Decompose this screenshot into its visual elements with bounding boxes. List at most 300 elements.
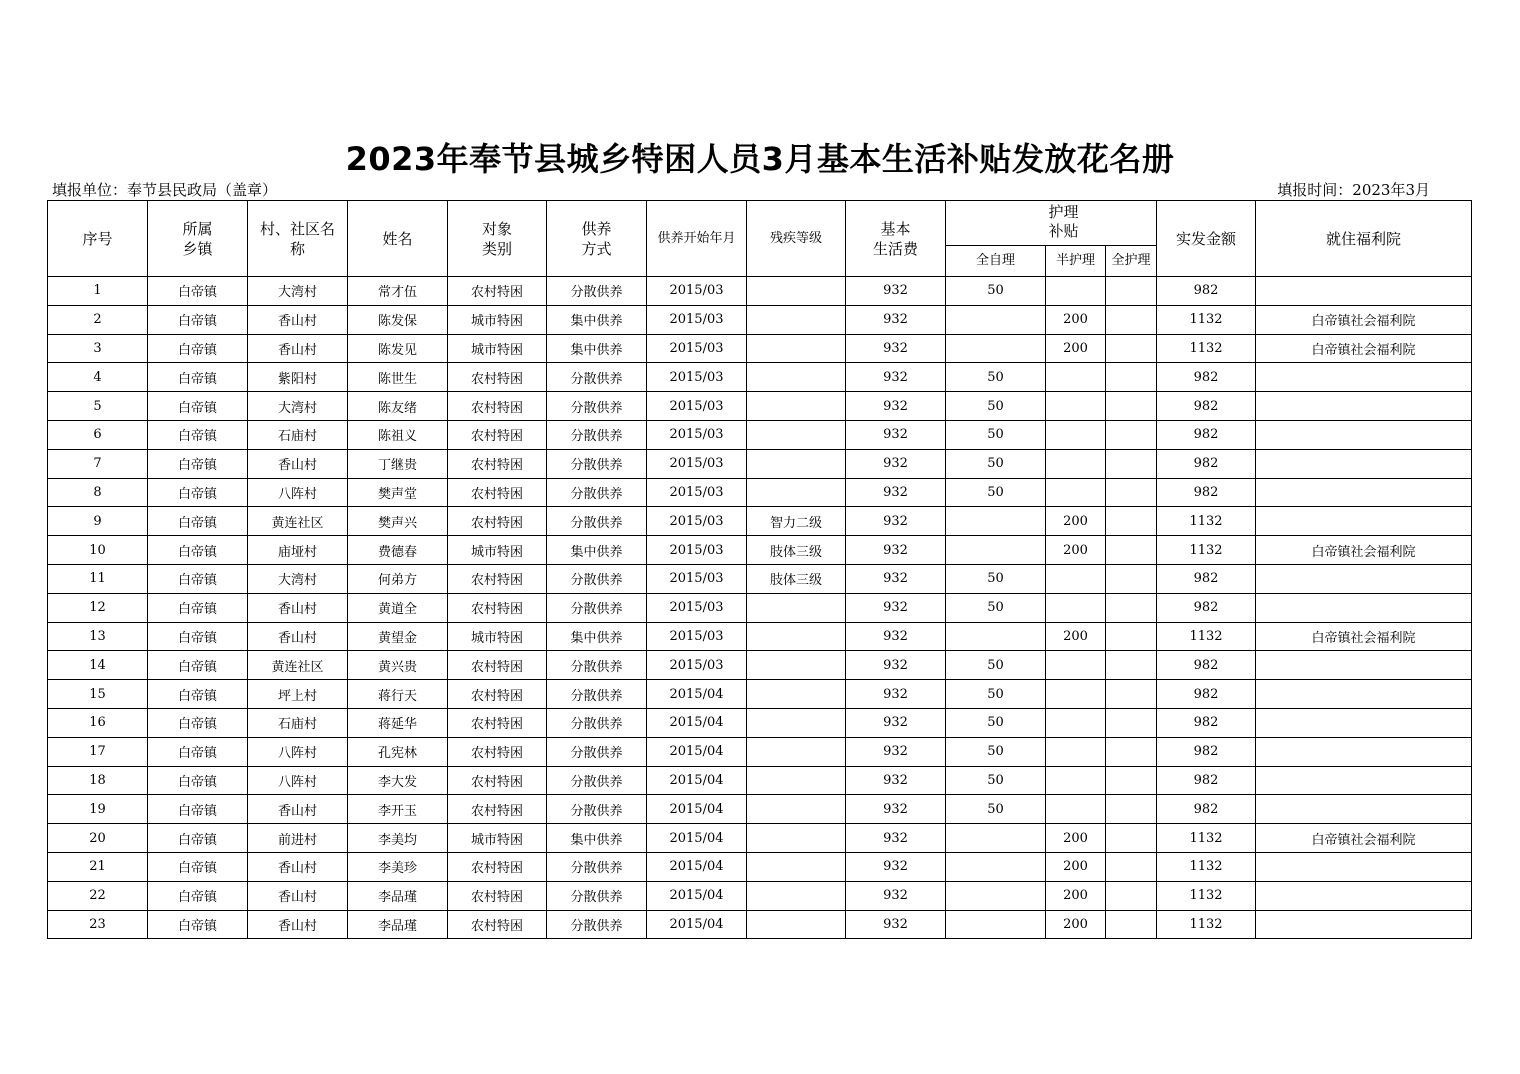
- cell-name: 陈友绪: [348, 392, 448, 421]
- cell-full-care: [1106, 708, 1157, 737]
- cell-name: 陈发保: [348, 305, 448, 334]
- cell-type: 农村特困: [448, 449, 547, 478]
- cell-type: 农村特困: [448, 478, 547, 507]
- cell-name: 丁继贵: [348, 449, 448, 478]
- header-type-line2: 类别: [481, 239, 512, 258]
- cell-start: 2015/03: [647, 392, 747, 421]
- cell-full-care: [1106, 277, 1157, 306]
- cell-name: 李大发: [348, 766, 448, 795]
- cell-seq: 5: [48, 392, 148, 421]
- cell-seq: 11: [48, 564, 148, 593]
- cell-full-care: [1106, 680, 1157, 709]
- cell-mode: 分散供养: [547, 564, 647, 593]
- cell-disability: 肢体三级: [747, 536, 846, 565]
- table-row: [48, 507, 1472, 536]
- page-title: 2023年奉节县城乡特困人员3月基本生活补贴发放花名册: [345, 140, 1175, 178]
- cell-basic: 932: [846, 507, 946, 536]
- cell-start: 2015/03: [647, 449, 747, 478]
- cell-village: 香山村: [248, 852, 348, 881]
- cell-self-care: [946, 910, 1046, 939]
- cell-village: 石庙村: [248, 708, 348, 737]
- cell-full-care: [1106, 651, 1157, 680]
- cell-town: 白帝镇: [148, 277, 248, 306]
- cell-half-care: 200: [1046, 536, 1106, 565]
- cell-seq: 16: [48, 708, 148, 737]
- header-basic-line1: 基本: [880, 219, 911, 238]
- cell-mode: 分散供养: [547, 593, 647, 622]
- cell-name: 李开玉: [348, 795, 448, 824]
- cell-welfare: [1256, 852, 1472, 881]
- header-nursing-line1: 护理: [1048, 203, 1079, 221]
- header-nursing: [1046, 201, 1157, 246]
- cell-seq: 13: [48, 622, 148, 651]
- cell-basic: 932: [846, 536, 946, 565]
- cell-village: 大湾村: [248, 277, 348, 306]
- cell-start: 2015/04: [647, 910, 747, 939]
- table-row: [48, 824, 1472, 853]
- table-row: [48, 766, 1472, 795]
- cell-welfare: 白帝镇社会福利院: [1256, 536, 1472, 565]
- cell-half-care: [1046, 680, 1106, 709]
- cell-seq: 6: [48, 420, 148, 449]
- cell-basic: 932: [846, 824, 946, 853]
- cell-half-care: [1046, 420, 1106, 449]
- cell-basic: 932: [846, 737, 946, 766]
- cell-name: 蒋延华: [348, 708, 448, 737]
- table-row: [48, 622, 1472, 651]
- cell-town: 白帝镇: [148, 852, 248, 881]
- cell-half-care: 200: [1046, 881, 1106, 910]
- cell-name: 黄兴贵: [348, 651, 448, 680]
- cell-half-care: [1046, 392, 1106, 421]
- cell-full-care: [1106, 449, 1157, 478]
- cell-actual: 1132: [1157, 305, 1256, 334]
- cell-start: 2015/03: [647, 593, 747, 622]
- table-row: [48, 795, 1472, 824]
- cell-village: 石庙村: [248, 420, 348, 449]
- cell-self-care: 50: [946, 766, 1046, 795]
- cell-half-care: 200: [1046, 910, 1106, 939]
- cell-half-care: 200: [1046, 622, 1106, 651]
- cell-start: 2015/04: [647, 766, 747, 795]
- cell-welfare: 白帝镇社会福利院: [1256, 622, 1472, 651]
- cell-start: 2015/03: [647, 277, 747, 306]
- cell-welfare: 白帝镇社会福利院: [1256, 305, 1472, 334]
- cell-actual: 982: [1157, 593, 1256, 622]
- cell-welfare: [1256, 795, 1472, 824]
- cell-half-care: 200: [1046, 824, 1106, 853]
- cell-start: 2015/04: [647, 708, 747, 737]
- cell-full-care: [1106, 910, 1157, 939]
- cell-mode: 分散供养: [547, 449, 647, 478]
- cell-actual: 982: [1157, 392, 1256, 421]
- cell-welfare: [1256, 564, 1472, 593]
- cell-full-care: [1106, 881, 1157, 910]
- cell-actual: 982: [1157, 277, 1256, 306]
- cell-seq: 18: [48, 766, 148, 795]
- cell-town: 白帝镇: [148, 622, 248, 651]
- cell-welfare: [1256, 680, 1472, 709]
- cell-self-care: 50: [946, 651, 1046, 680]
- cell-seq: 9: [48, 507, 148, 536]
- cell-basic: 932: [846, 852, 946, 881]
- cell-welfare: [1256, 392, 1472, 421]
- header-type: [448, 201, 547, 277]
- cell-start: 2015/03: [647, 420, 747, 449]
- cell-half-care: [1046, 593, 1106, 622]
- header-start: 供养开始年月: [647, 201, 747, 277]
- cell-start: 2015/03: [647, 507, 747, 536]
- header-disability: 残疾等级: [747, 201, 846, 277]
- header-seq: 序号: [48, 201, 148, 277]
- cell-disability: [747, 420, 846, 449]
- cell-full-care: [1106, 478, 1157, 507]
- table-header: [48, 201, 1472, 277]
- cell-town: 白帝镇: [148, 795, 248, 824]
- cell-start: 2015/03: [647, 536, 747, 565]
- header-basic: [846, 201, 946, 277]
- cell-basic: 932: [846, 680, 946, 709]
- cell-half-care: [1046, 564, 1106, 593]
- cell-disability: [747, 881, 846, 910]
- cell-actual: 1132: [1157, 507, 1256, 536]
- cell-mode: 集中供养: [547, 622, 647, 651]
- cell-welfare: [1256, 766, 1472, 795]
- cell-welfare: 白帝镇社会福利院: [1256, 334, 1472, 363]
- cell-disability: [747, 363, 846, 392]
- cell-actual: 1132: [1157, 334, 1256, 363]
- cell-type: 农村特困: [448, 708, 547, 737]
- cell-seq: 23: [48, 910, 148, 939]
- cell-name: 费德春: [348, 536, 448, 565]
- cell-town: 白帝镇: [148, 363, 248, 392]
- cell-basic: 932: [846, 478, 946, 507]
- cell-village: 黄连社区: [248, 507, 348, 536]
- cell-type: 农村特困: [448, 737, 547, 766]
- cell-town: 白帝镇: [148, 680, 248, 709]
- header-basic-line2: 生活费: [872, 239, 918, 258]
- cell-town: 白帝镇: [148, 881, 248, 910]
- cell-village: 香山村: [248, 910, 348, 939]
- cell-name: 陈祖义: [348, 420, 448, 449]
- cell-actual: 982: [1157, 708, 1256, 737]
- cell-village: 紫阳村: [248, 363, 348, 392]
- cell-half-care: [1046, 766, 1106, 795]
- cell-disability: 肢体三级: [747, 564, 846, 593]
- cell-actual: 1132: [1157, 622, 1256, 651]
- header-town: [148, 201, 248, 277]
- cell-seq: 3: [48, 334, 148, 363]
- cell-start: 2015/03: [647, 651, 747, 680]
- cell-type: 城市特困: [448, 305, 547, 334]
- cell-self-care: 50: [946, 449, 1046, 478]
- cell-self-care: 50: [946, 478, 1046, 507]
- cell-mode: 分散供养: [547, 651, 647, 680]
- cell-mode: 分散供养: [547, 507, 647, 536]
- table-row: [48, 910, 1472, 939]
- cell-half-care: [1046, 708, 1106, 737]
- cell-town: 白帝镇: [148, 507, 248, 536]
- cell-start: 2015/04: [647, 680, 747, 709]
- cell-type: 农村特困: [448, 564, 547, 593]
- header-actual: 实发金额: [1157, 201, 1256, 277]
- cell-full-care: [1106, 852, 1157, 881]
- cell-seq: 15: [48, 680, 148, 709]
- cell-self-care: [946, 622, 1046, 651]
- table-row: [48, 737, 1472, 766]
- table-row: [48, 680, 1472, 709]
- cell-town: 白帝镇: [148, 478, 248, 507]
- cell-village: 庙垭村: [248, 536, 348, 565]
- header-half-care: 半护理: [1046, 246, 1106, 277]
- cell-self-care: [946, 852, 1046, 881]
- cell-type: 农村特困: [448, 277, 547, 306]
- header-name: 姓名: [348, 201, 448, 277]
- cell-full-care: [1106, 420, 1157, 449]
- cell-half-care: [1046, 651, 1106, 680]
- cell-type: 农村特困: [448, 766, 547, 795]
- cell-village: 香山村: [248, 449, 348, 478]
- cell-self-care: 50: [946, 277, 1046, 306]
- cell-mode: 分散供养: [547, 277, 647, 306]
- cell-seq: 20: [48, 824, 148, 853]
- cell-seq: 12: [48, 593, 148, 622]
- cell-seq: 22: [48, 881, 148, 910]
- cell-name: 陈世生: [348, 363, 448, 392]
- table-row: [48, 651, 1472, 680]
- cell-self-care: 50: [946, 737, 1046, 766]
- header-type-line1: 对象: [481, 219, 512, 238]
- cell-full-care: [1106, 795, 1157, 824]
- cell-basic: 932: [846, 334, 946, 363]
- header-mode: [547, 201, 647, 277]
- cell-basic: 932: [846, 910, 946, 939]
- cell-start: 2015/03: [647, 305, 747, 334]
- cell-basic: 932: [846, 881, 946, 910]
- roster-table: [47, 200, 1472, 939]
- cell-basic: 932: [846, 449, 946, 478]
- cell-actual: 982: [1157, 449, 1256, 478]
- cell-basic: 932: [846, 305, 946, 334]
- cell-welfare: [1256, 420, 1472, 449]
- cell-full-care: [1106, 305, 1157, 334]
- cell-basic: 932: [846, 708, 946, 737]
- cell-basic: 932: [846, 651, 946, 680]
- cell-basic: 932: [846, 593, 946, 622]
- cell-name: 李品瑾: [348, 910, 448, 939]
- cell-seq: 19: [48, 795, 148, 824]
- cell-town: 白帝镇: [148, 392, 248, 421]
- cell-disability: [747, 651, 846, 680]
- cell-start: 2015/03: [647, 363, 747, 392]
- cell-town: 白帝镇: [148, 305, 248, 334]
- cell-actual: 982: [1157, 651, 1256, 680]
- cell-disability: [747, 708, 846, 737]
- cell-seq: 7: [48, 449, 148, 478]
- header-nursing-line2: 补贴: [1048, 222, 1079, 240]
- cell-start: 2015/04: [647, 881, 747, 910]
- table-row: [48, 420, 1472, 449]
- cell-self-care: 50: [946, 708, 1046, 737]
- cell-welfare: 白帝镇社会福利院: [1256, 824, 1472, 853]
- cell-start: 2015/03: [647, 334, 747, 363]
- cell-welfare: [1256, 708, 1472, 737]
- table-row: [48, 881, 1472, 910]
- cell-town: 白帝镇: [148, 536, 248, 565]
- cell-basic: 932: [846, 766, 946, 795]
- cell-name: 樊声兴: [348, 507, 448, 536]
- cell-mode: 分散供养: [547, 363, 647, 392]
- cell-full-care: [1106, 737, 1157, 766]
- table-row: [48, 363, 1472, 392]
- cell-name: 李美珍: [348, 852, 448, 881]
- cell-welfare: [1256, 277, 1472, 306]
- header-welfare: 就住福利院: [1256, 201, 1472, 277]
- header-full-care: 全护理: [1106, 246, 1157, 277]
- header-town-line1: 所属: [182, 219, 213, 238]
- header-town-line2: 乡镇: [182, 239, 213, 258]
- cell-half-care: [1046, 795, 1106, 824]
- cell-village: 八阵村: [248, 478, 348, 507]
- cell-town: 白帝镇: [148, 708, 248, 737]
- cell-mode: 分散供养: [547, 910, 647, 939]
- cell-mode: 分散供养: [547, 737, 647, 766]
- cell-actual: 982: [1157, 564, 1256, 593]
- cell-name: 李品瑾: [348, 881, 448, 910]
- cell-full-care: [1106, 766, 1157, 795]
- cell-self-care: [946, 507, 1046, 536]
- cell-actual: 1132: [1157, 910, 1256, 939]
- cell-basic: 932: [846, 622, 946, 651]
- cell-full-care: [1106, 507, 1157, 536]
- cell-seq: 8: [48, 478, 148, 507]
- cell-type: 城市特困: [448, 334, 547, 363]
- table-body: [48, 277, 1472, 939]
- cell-basic: 932: [846, 363, 946, 392]
- cell-town: 白帝镇: [148, 449, 248, 478]
- header-village-line2: 称: [289, 239, 305, 258]
- cell-type: 农村特困: [448, 795, 547, 824]
- table-row: [48, 564, 1472, 593]
- cell-town: 白帝镇: [148, 564, 248, 593]
- cell-basic: 932: [846, 277, 946, 306]
- header-mode-line2: 方式: [581, 239, 612, 258]
- cell-seq: 1: [48, 277, 148, 306]
- cell-welfare: [1256, 593, 1472, 622]
- cell-full-care: [1106, 536, 1157, 565]
- cell-full-care: [1106, 622, 1157, 651]
- cell-name: 何弟方: [348, 564, 448, 593]
- table-row: [48, 277, 1472, 306]
- cell-village: 香山村: [248, 305, 348, 334]
- cell-village: 八阵村: [248, 737, 348, 766]
- cell-type: 农村特困: [448, 420, 547, 449]
- cell-actual: 982: [1157, 478, 1256, 507]
- table-row: [48, 593, 1472, 622]
- cell-town: 白帝镇: [148, 420, 248, 449]
- cell-type: 农村特困: [448, 881, 547, 910]
- cell-self-care: [946, 824, 1046, 853]
- cell-village: 香山村: [248, 795, 348, 824]
- cell-mode: 分散供养: [547, 680, 647, 709]
- cell-half-care: [1046, 363, 1106, 392]
- cell-name: 常才伍: [348, 277, 448, 306]
- cell-self-care: [946, 334, 1046, 363]
- cell-type: 农村特困: [448, 507, 547, 536]
- cell-welfare: [1256, 910, 1472, 939]
- cell-mode: 分散供养: [547, 392, 647, 421]
- table-row: [48, 449, 1472, 478]
- cell-town: 白帝镇: [148, 593, 248, 622]
- cell-town: 白帝镇: [148, 737, 248, 766]
- cell-village: 八阵村: [248, 766, 348, 795]
- cell-village: 香山村: [248, 334, 348, 363]
- cell-basic: 932: [846, 420, 946, 449]
- cell-village: 香山村: [248, 881, 348, 910]
- cell-mode: 集中供养: [547, 305, 647, 334]
- fill-time: 填报时间：2023年3月: [1277, 181, 1430, 199]
- cell-village: 香山村: [248, 593, 348, 622]
- header-village: [248, 201, 348, 277]
- cell-half-care: [1046, 277, 1106, 306]
- cell-town: 白帝镇: [148, 910, 248, 939]
- cell-name: 黄道全: [348, 593, 448, 622]
- cell-welfare: [1256, 651, 1472, 680]
- cell-welfare: [1256, 449, 1472, 478]
- cell-mode: 集中供养: [547, 334, 647, 363]
- cell-type: 城市特困: [448, 536, 547, 565]
- cell-full-care: [1106, 824, 1157, 853]
- header-village-line1: 村、社区名: [259, 219, 335, 238]
- cell-town: 白帝镇: [148, 334, 248, 363]
- cell-half-care: [1046, 478, 1106, 507]
- cell-self-care: 50: [946, 392, 1046, 421]
- header-mode-line1: 供养: [581, 219, 612, 238]
- table-row: [48, 852, 1472, 881]
- cell-half-care: 200: [1046, 507, 1106, 536]
- cell-half-care: [1046, 449, 1106, 478]
- cell-disability: 智力二级: [747, 507, 846, 536]
- cell-disability: [747, 449, 846, 478]
- cell-start: 2015/03: [647, 622, 747, 651]
- cell-type: 农村特困: [448, 392, 547, 421]
- cell-actual: 1132: [1157, 852, 1256, 881]
- cell-village: 黄连社区: [248, 651, 348, 680]
- cell-mode: 分散供养: [547, 478, 647, 507]
- cell-self-care: 50: [946, 795, 1046, 824]
- table-row: [48, 478, 1472, 507]
- cell-mode: 集中供养: [547, 536, 647, 565]
- cell-self-care: 50: [946, 363, 1046, 392]
- cell-basic: 932: [846, 392, 946, 421]
- cell-mode: 分散供养: [547, 708, 647, 737]
- cell-village: 香山村: [248, 622, 348, 651]
- cell-disability: [747, 478, 846, 507]
- cell-welfare: [1256, 737, 1472, 766]
- cell-self-care: [946, 536, 1046, 565]
- table-row: [48, 536, 1472, 565]
- cell-disability: [747, 824, 846, 853]
- cell-town: 白帝镇: [148, 651, 248, 680]
- cell-self-care: [946, 881, 1046, 910]
- cell-name: 陈发见: [348, 334, 448, 363]
- cell-seq: 2: [48, 305, 148, 334]
- cell-name: 李美均: [348, 824, 448, 853]
- table-row: [48, 334, 1472, 363]
- cell-type: 农村特困: [448, 593, 547, 622]
- cell-self-care: 50: [946, 420, 1046, 449]
- cell-mode: 分散供养: [547, 881, 647, 910]
